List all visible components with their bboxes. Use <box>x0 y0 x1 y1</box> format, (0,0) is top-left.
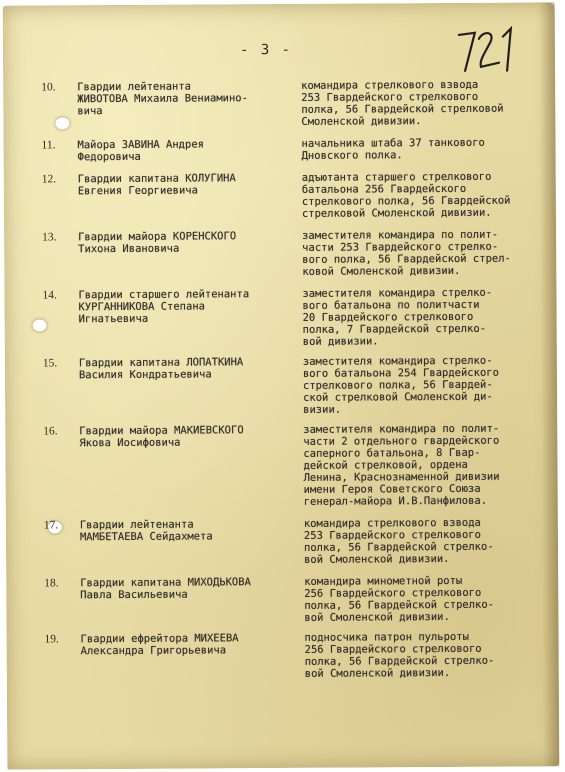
entry-number: 11. <box>41 139 56 152</box>
award-entry <box>4 286 556 348</box>
binder-hole <box>55 117 69 129</box>
entry-position: заместителя командира по полит- части 253 Гвардейского стрелко- вого полка, 56 Гвардейской стрел- ковой Смоленской дивизии. <box>302 228 511 278</box>
entry-number: 13. <box>42 231 57 244</box>
entry-number: 17. <box>43 519 59 532</box>
award-entry <box>3 136 555 164</box>
entry-name: Гвардии лейтенанта ЖИВОТОВА Михаила Вениамино- вича <box>77 80 248 118</box>
entry-name: Гвардии старшего лейтенанта КУРГАННИКОВА Степана Игнатьевича <box>78 288 250 326</box>
entry-name: Гвардии капитана ЛОПАТКИНА Василия Кондратьевича <box>78 356 244 382</box>
entry-name: Гвардии майора КОРЕНСКОГО Тихона Ивановича <box>78 230 237 256</box>
award-entry <box>7 630 559 680</box>
entry-name: Гвардии ефрейтора МИХЕЕВА Александра Григорьевича <box>80 632 239 658</box>
entry-number: 16. <box>43 425 58 438</box>
entry-position: заместителя командира стрелко- вого батальона по политчасти 20 Гвардейского стрелкового полка, 7 Гвардейской стрелко- вой дивизии. <box>302 286 493 348</box>
entry-name: Гвардии майора МАКИЕВСКОГО Якова Иосифовича <box>79 424 244 450</box>
entry-position: командира стрелкового взвода 253 Гвардейского стрелкового полка, 56 Гвардейской стрелко- вой Смоленской дивизии. <box>303 516 494 566</box>
award-entry <box>5 354 557 416</box>
entry-number: 10. <box>41 81 56 94</box>
binder-hole <box>33 319 47 331</box>
handwritten-sheet-number <box>455 25 525 77</box>
entry-number: 18. <box>44 577 59 590</box>
award-entry <box>6 516 558 566</box>
award-entry <box>3 78 555 128</box>
entry-name: Гвардии капитана КОЛУГИНА Евгения Георгиевича <box>77 172 236 198</box>
award-entry <box>4 170 556 220</box>
award-entry <box>6 574 558 624</box>
entry-position: адъютанта старшего стрелкового батальона 256 Гвардейского стрелкового полка, 56 Гвардейской стрелковой Смоленской дивизии. <box>301 170 511 220</box>
entry-position: начальника штаба 37 танкового Дновского полка. <box>301 136 485 162</box>
entry-name: Гвардии капитана МИХОДЬКОВА Павла Васильевича <box>80 576 251 602</box>
entry-number: 19. <box>44 633 59 646</box>
award-entry <box>4 228 556 278</box>
entry-number: 14. <box>42 289 57 302</box>
entry-number: 15. <box>42 357 58 370</box>
entry-position: командира стрелкового взвода 253 Гвардейского стрелкового полка, 56 Гвардейской стрелковой Смоленской дивизии. <box>301 78 504 128</box>
page-number: - 3 - <box>239 41 293 59</box>
entry-position: заместителя командира стрелко- вого батальона 254 Гвардейского стрелкового полка, 56 Гвардей- ской стрелковой Смоленской ди- визии. <box>302 354 499 416</box>
entry-name: Майора ЗАВИНА Андрея Федоровича <box>77 138 204 164</box>
entry-position: командира минометной роты 256 Гвардейского стрелкового полка, 56 Гвардейской стрелко- вой Смоленской дивизии. <box>304 574 495 624</box>
entry-position: подносчика патрон пульроты 256 Гвардейского стрелкового полка, 56 Гвардейской стрелко- вой Смоленской дивизии. <box>304 630 495 680</box>
entry-position: заместителя командира по полит- части 2 отдельного гвардейского саперного батальона, 8 Гвар- дейской стрелковой, ордена Ленина, Краснознаменной дивизии имени Героя Советского Союза генерал-майора И.В.Панфилова. <box>303 422 500 508</box>
award-entry <box>5 422 557 508</box>
entry-number: 12. <box>41 173 57 186</box>
entry-name: Гвардии лейтенанта МАМБЕТАЕВА Сейдахмета <box>79 518 213 544</box>
document-sheet <box>3 2 560 769</box>
